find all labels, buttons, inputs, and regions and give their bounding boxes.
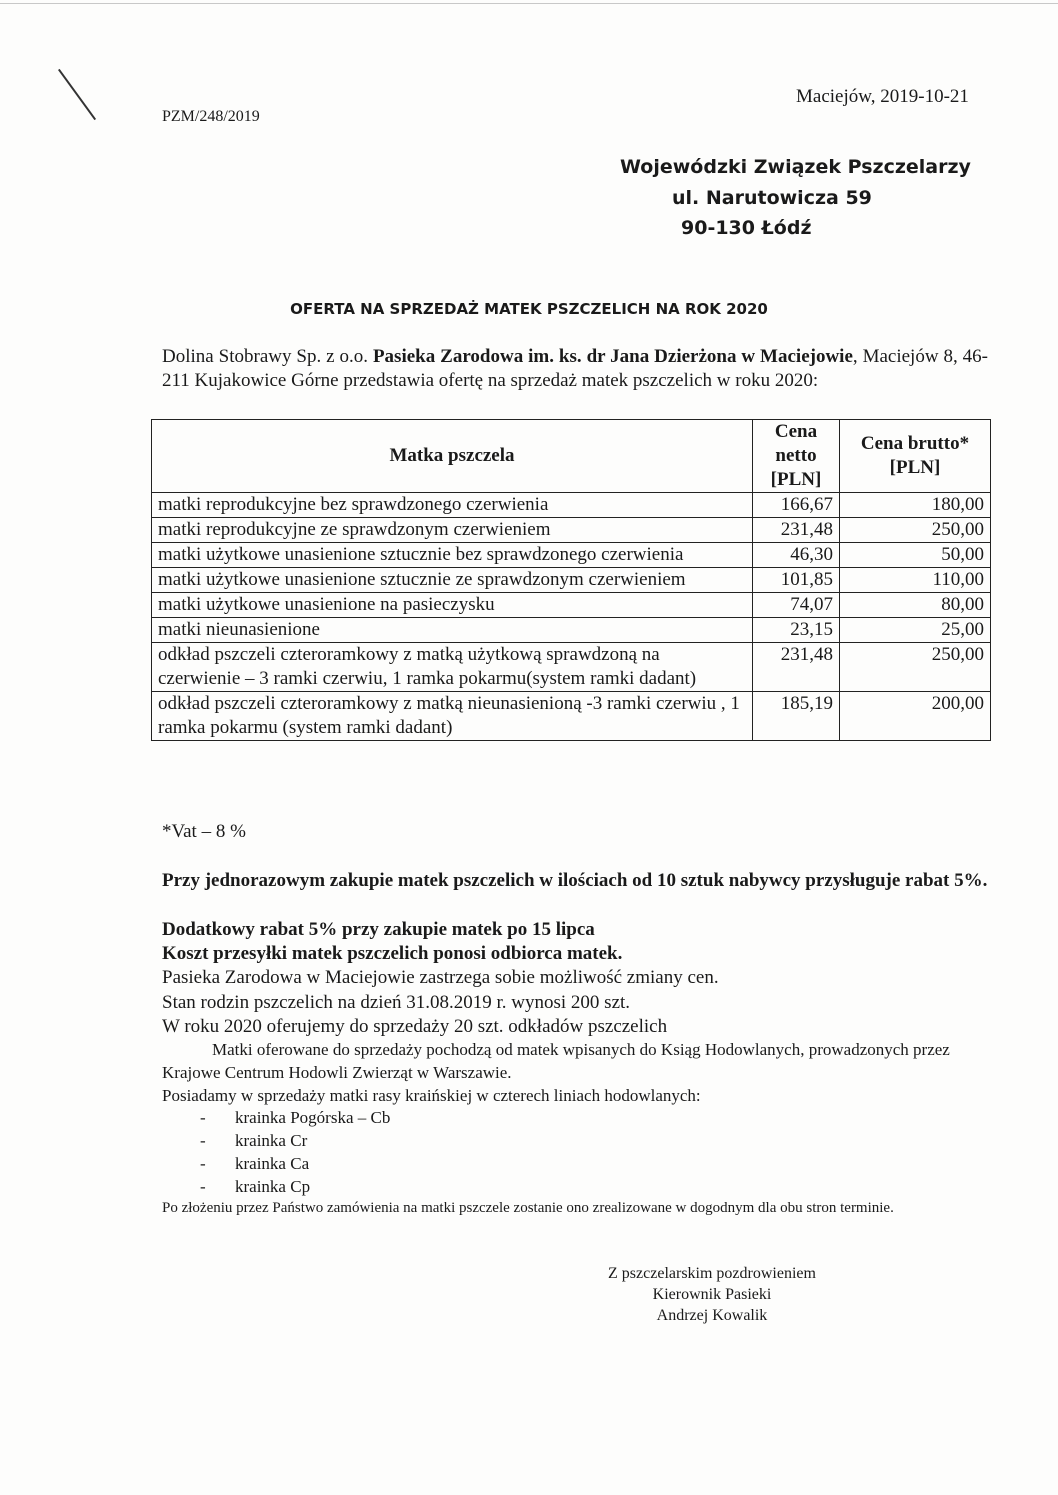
vat-note: *Vat – 8 % [162, 821, 246, 842]
cell-queen-type: matki reprodukcyjne ze sprawdzonym czerwieniem [152, 518, 753, 543]
cell-gross-price: 25,00 [840, 618, 991, 643]
intro-paragraph [162, 345, 988, 393]
pen-mark [58, 69, 96, 120]
cell-queen-type: matki reprodukcyjne bez sprawdzonego czerwienia [152, 493, 753, 518]
table-header-row [152, 420, 991, 493]
cell-queen-type: odkład pszczeli czteroramkowy z matką nieunasienioną -3 ramki czerwiu , 1 ramka pokarmu (system ramki dadant) [152, 692, 753, 741]
table-row [152, 543, 991, 568]
cell-gross-price: 110,00 [840, 568, 991, 593]
breeding-lines-list [200, 1106, 390, 1198]
price-table [151, 419, 991, 741]
origin-note: Matki oferowane do sprzedaży pochodzą od matek wpisanych do Ksiąg Hodowlanych, prowadzonych przez Krajowe Centrum Hodowli Zwierząt w Warszawie. [162, 1040, 950, 1082]
header-gross-price: Cena brutto* [PLN] [840, 420, 991, 493]
cell-net-price: 46,30 [753, 543, 840, 568]
recipient-street: ul. Narutowicza 59 [672, 187, 872, 209]
header-queen: Matka pszczela [152, 420, 753, 493]
cell-net-price: 231,48 [753, 518, 840, 543]
cell-gross-price: 180,00 [840, 493, 991, 518]
cell-gross-price: 50,00 [840, 543, 991, 568]
cell-net-price: 74,07 [753, 593, 840, 618]
cell-queen-type: matki użytkowe unasienione sztucznie ze sprawdzonym czerwieniem [152, 568, 753, 593]
document-title: OFERTA NA SPRZEDAŻ MATEK PSZCZELICH NA ROK 2020 [290, 300, 768, 318]
cell-queen-type: matki użytkowe unasienione na pasieczysku [152, 593, 753, 618]
cell-net-price: 231,48 [753, 643, 840, 692]
shipping-note: Koszt przesyłki matek pszczelich ponosi odbiorca matek. [162, 943, 623, 964]
cell-queen-type: odkład pszczeli czteroramkowy z matką użytkową sprawdzoną na czerwienie – 3 ramki czerwiu, 1 ramka pokarmu(system ramki dadant) [152, 643, 753, 692]
colony-count-note: Stan rodzin pszczelich na dzień 31.08.2019 r. wynosi 200 szt. [162, 992, 631, 1013]
cell-net-price: 23,15 [753, 618, 840, 643]
table-row [152, 692, 991, 741]
cell-queen-type: matki użytkowe unasienione sztucznie bez sprawdzonego czerwienia [152, 543, 753, 568]
table-row [152, 518, 991, 543]
list-item: - krainka Ca [200, 1154, 310, 1173]
nucs-offer-note: W roku 2020 oferujemy do sprzedaży 20 szt. odkładów pszczelich [162, 1016, 668, 1037]
recipient-name: Wojewódzki Związek Pszczelarzy [620, 156, 971, 178]
scan-edge-line [0, 3, 1058, 4]
list-item: - krainka Cr [200, 1131, 308, 1150]
table-body [152, 493, 991, 741]
cell-queen-type: matki nieunasienione [152, 618, 753, 643]
closing-name: Andrzej Kowalik [656, 1307, 768, 1324]
lines-intro: Posiadamy w sprzedaży matki rasy kraińskiej w czterech liniach hodowlanych: [162, 1086, 701, 1105]
place-date: Maciejów, 2019-10-21 [796, 86, 969, 107]
header-net-price: Cena netto [PLN] [753, 420, 840, 493]
cell-gross-price: 250,00 [840, 643, 991, 692]
closing-greeting: Z pszczelarskim pozdrowieniem [608, 1265, 816, 1282]
cell-net-price: 185,19 [753, 692, 840, 741]
signature-block [594, 1263, 830, 1326]
recipient-city: 90-130 Łódź [681, 217, 812, 239]
order-note: Po złożeniu przez Państwo zamówienia na matki pszczele zostanie ono zrealizowane w dogodnym dla obu stron terminie. [162, 1200, 894, 1216]
extra-discount-note: Dodatkowy rabat 5% przy zakupie matek po 15 lipca [162, 919, 595, 940]
intro-apiary-name: Pasieka Zarodowa im. ks. dr Jana Dzierżona w Maciejowie [372, 346, 853, 367]
cell-gross-price: 200,00 [840, 692, 991, 741]
closing-role: Kierownik Pasieki [652, 1286, 772, 1303]
table-row [152, 593, 991, 618]
cell-gross-price: 250,00 [840, 518, 991, 543]
cell-gross-price: 80,00 [840, 593, 991, 618]
cell-net-price: 166,67 [753, 493, 840, 518]
intro-suffix: , Maciejów 8, 46-211 Kujakowice Górne przedstawia ofertę na sprzedaż matek pszczelich w roku 2020: [162, 346, 988, 391]
price-change-note: Pasieka Zarodowa w Maciejowie zastrzega sobie możliwość zmiany cen. [162, 967, 719, 988]
discount-note: Przy jednorazowym zakupie matek pszczelich w ilościach od 10 sztuk nabywcy przysługuje rabat 5%. [162, 870, 988, 891]
cell-net-price: 101,85 [753, 568, 840, 593]
reference-number: PZM/248/2019 [162, 108, 260, 125]
intro-prefix: Dolina Stobrawy Sp. z o.o. [162, 346, 373, 367]
table-row [152, 643, 991, 692]
table-row [152, 493, 991, 518]
table-row [152, 618, 991, 643]
list-item: - krainka Pogórska – Cb [200, 1108, 391, 1127]
table-row [152, 568, 991, 593]
list-item: - krainka Cp [200, 1177, 311, 1196]
